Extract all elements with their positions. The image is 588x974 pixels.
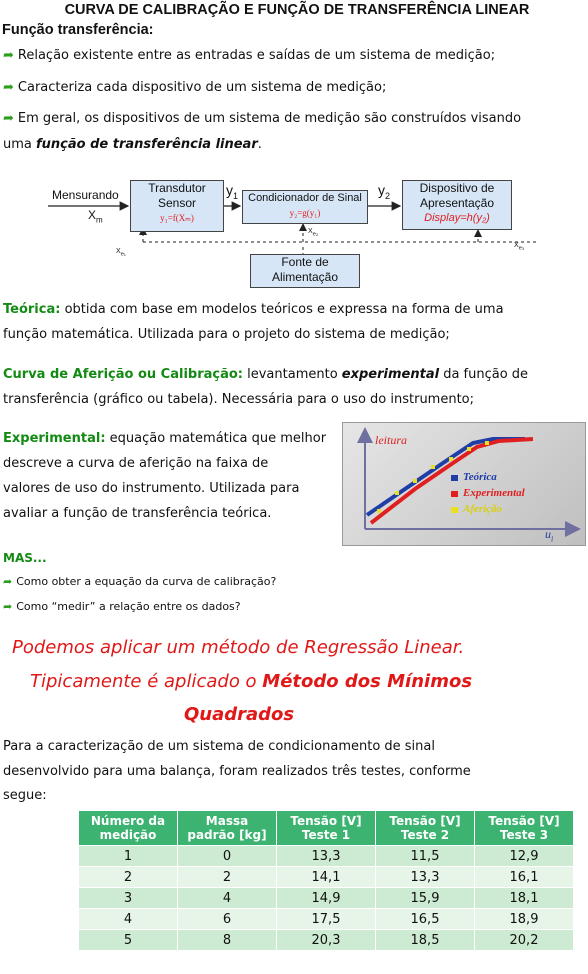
transdutor-block: Transdutor Sensor y₁=f(Xₘ) (130, 180, 224, 232)
table-cell: 4 (178, 888, 277, 909)
fonte-block: Fonte de Alimentação (250, 254, 360, 288)
problem-line-3: segue: (3, 788, 47, 803)
table-row (79, 930, 574, 951)
graph-ylabel: leitura (375, 433, 407, 447)
table-cell: 14,9 (277, 888, 376, 909)
table-row (79, 888, 574, 909)
table-cell: 14,1 (277, 867, 376, 888)
table-cell: 13,3 (277, 846, 376, 867)
display-block: Dispositivo de Apresentação Display=h(y₂) (402, 180, 512, 230)
graph-xlabel: $u_i$ (545, 527, 554, 544)
table-cell: 12,9 (475, 846, 574, 867)
curva-def-1: Curva de Aferição ou Calibração: levantamento experimental da função de (3, 367, 529, 382)
condicionador-block: Condicionador de Sinal y₂=g(y₁) (242, 190, 368, 224)
col-header-teste1: Tensão [V] Teste 1 (277, 811, 376, 846)
table-row (79, 909, 574, 930)
table-cell: 1 (79, 846, 178, 867)
regression-line-1: Podemos aplicar um método de Regressão Linear. (12, 637, 465, 658)
table-cell: 18,1 (475, 888, 574, 909)
arrow-bullet-icon: ➦ (3, 80, 14, 95)
table-cell: 4 (79, 909, 178, 930)
xe1-label: $X_{e_1}$ (116, 248, 126, 258)
problem-line-1: Para a caracterização de um sistema de condicionamento de sinal (3, 739, 435, 754)
exp-def-2: descreve a curva de aferição na faixa de (3, 456, 269, 471)
intro-bullet-3: ➦ Em geral, os dispositivos de um sistema de medição são construídos visando (3, 111, 522, 126)
arrow-bullet-icon: ➦ (3, 48, 14, 63)
col-header-teste3: Tensão [V] Teste 3 (475, 811, 574, 846)
problem-line-2: desenvolvido para uma balança, foram realizados três testes, conforme (3, 764, 471, 779)
section-subtitle: Função transferência: (2, 22, 154, 38)
intro-bullet-3-cont: uma função de transferência linear. (3, 137, 262, 152)
arrow-bullet-icon: ➦ (3, 575, 13, 588)
regression-line-2: Tipicamente é aplicado o Método dos Mínimos (30, 671, 473, 692)
table-row (79, 846, 574, 867)
table-cell: 13,3 (376, 867, 475, 888)
mensurando-label: Mensurando (52, 188, 119, 202)
table-cell: 6 (178, 909, 277, 930)
y1-label: $y_1$ (226, 182, 239, 201)
teorica-def-1: Teórica: obtida com base em modelos teóricos e expressa na forma de uma (3, 302, 504, 317)
table-cell: 11,5 (376, 846, 475, 867)
exp-def-4: avaliar a função de transferência teórica. (3, 506, 272, 521)
table-cell: 18,5 (376, 930, 475, 951)
intro-bullet-1: ➦ Relação existente entre as entradas e saídas de um sistema de medição; (3, 48, 496, 63)
xe3-label: $X_{e_3}$ (514, 242, 525, 252)
calibration-table (78, 810, 574, 951)
col-header-massa: Massa padrão [kg] (178, 811, 277, 846)
intro-bullet-2: ➦ Caracteriza cada dispositivo de um sistema de medição; (3, 80, 387, 95)
col-header-numero: Número da medição (79, 811, 178, 846)
arrow-bullet-icon: ➦ (3, 111, 14, 126)
legend-teorica: Teórica (463, 471, 497, 483)
table-row (79, 867, 574, 888)
curva-def-2: transferência (gráfico ou tabela). Necessária para o uso do instrumento; (3, 392, 475, 407)
y2-label: $y_2$ (378, 182, 391, 201)
table-cell: 2 (178, 867, 277, 888)
legend-afericao: Aferição (463, 503, 503, 515)
table-cell: 20,2 (475, 930, 574, 951)
table-header-row (79, 811, 574, 846)
table-cell: 3 (79, 888, 178, 909)
calibration-graph (342, 422, 586, 546)
mas-question-1: ➦ Como obter a equação da curva de calibração? (3, 575, 277, 588)
table-cell: 0 (178, 846, 277, 867)
exp-def-1: Experimental: equação matemática que melhor (3, 431, 327, 446)
table-cell: 18,9 (475, 909, 574, 930)
table-cell: 17,5 (277, 909, 376, 930)
transfer-block-diagram (48, 176, 548, 288)
regression-line-3: Quadrados (184, 704, 295, 725)
xe2-label: $X_{e_2}$ (308, 228, 319, 238)
table-cell: 5 (79, 930, 178, 951)
xm-label: $X_m$ (88, 208, 103, 225)
table-cell: 8 (178, 930, 277, 951)
mas-label: MAS... (3, 551, 47, 565)
col-header-teste2: Tensão [V] Teste 2 (376, 811, 475, 846)
mas-question-2: ➦ Como “medir” a relação entre os dados? (3, 600, 241, 613)
legend-experimental: Experimental (463, 487, 525, 499)
table-cell: 16,1 (475, 867, 574, 888)
table-cell: 16,5 (376, 909, 475, 930)
table-cell: 15,9 (376, 888, 475, 909)
arrow-bullet-icon: ➦ (3, 600, 13, 613)
table-cell: 2 (79, 867, 178, 888)
table-cell: 20,3 (277, 930, 376, 951)
teorica-def-2: função matemática. Utilizada para o projeto do sistema de medição; (3, 327, 450, 342)
exp-def-3: valores de uso do instrumento. Utilizada para (3, 481, 300, 496)
page-title: CURVA DE CALIBRAÇÃO E FUNÇÃO DE TRANSFERÊNCIA LINEAR (64, 2, 530, 18)
